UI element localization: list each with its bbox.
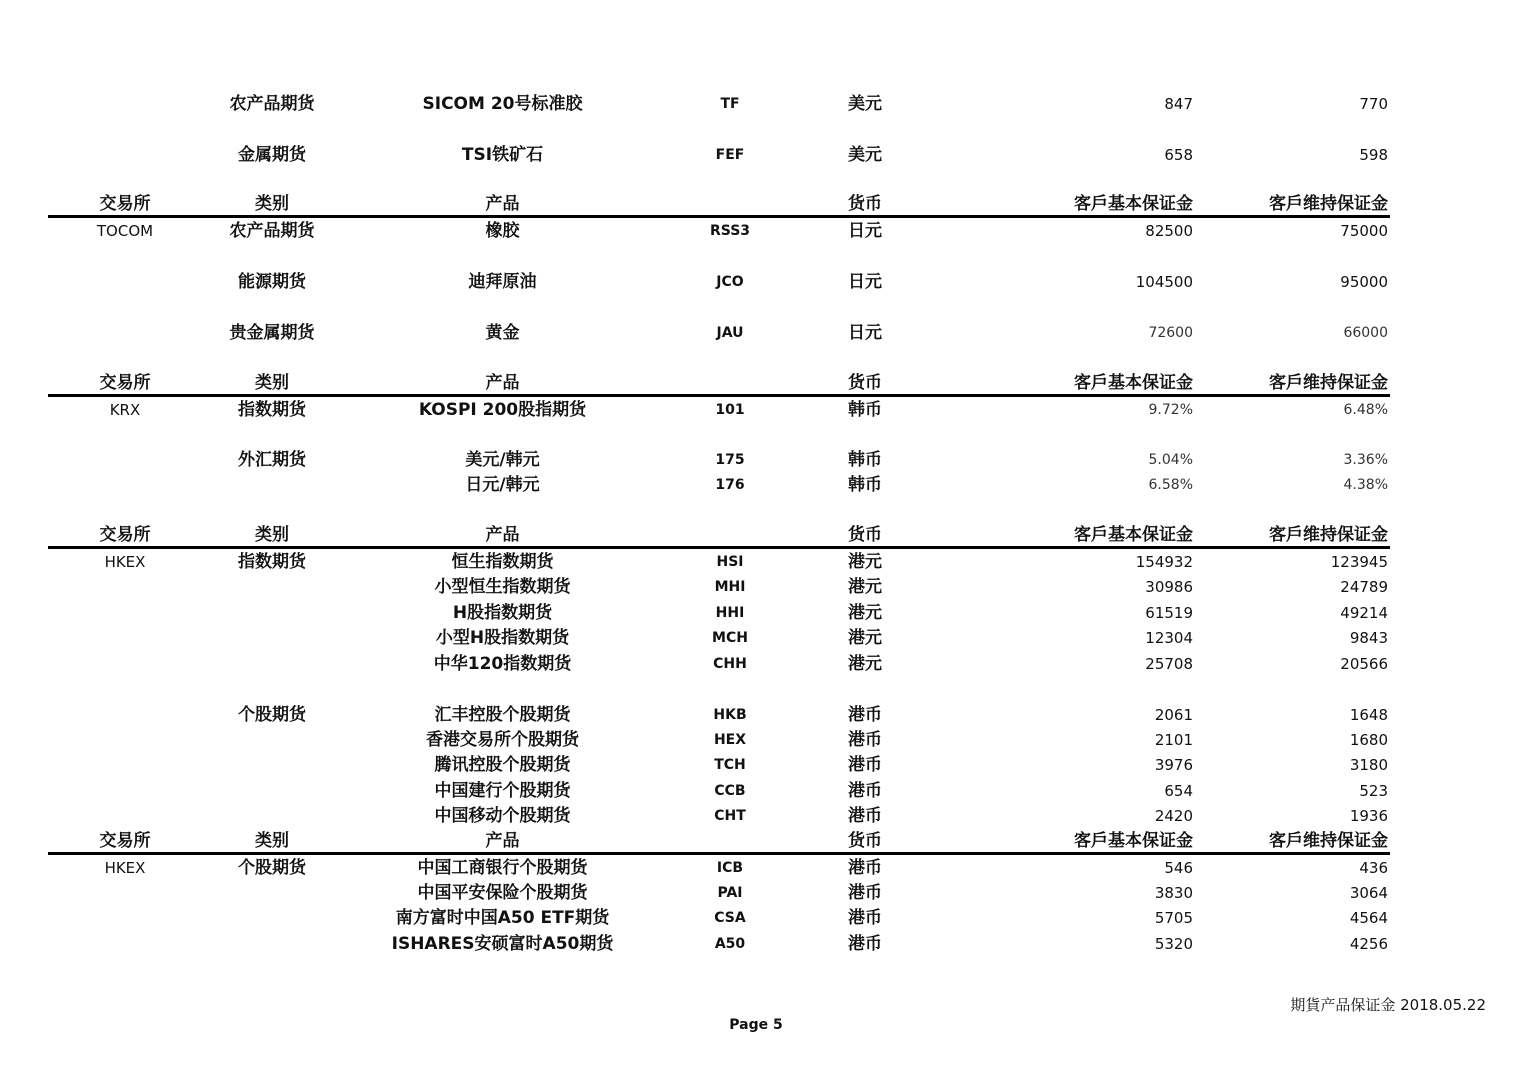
table-row xyxy=(0,219,1526,243)
table-header-row xyxy=(0,523,1526,547)
product-cell: 迪拜原油 xyxy=(468,272,537,292)
currency-cell: 港币 xyxy=(848,730,882,750)
product-cell: SICOM 20号标准胶 xyxy=(422,94,583,114)
product-cell: 腾讯控股个股期货 xyxy=(434,755,571,775)
header-divider-line xyxy=(48,852,1390,855)
basic-margin-cell: 5705 xyxy=(1154,909,1193,927)
header-product-cell: 产品 xyxy=(485,831,520,851)
currency-cell: 港元 xyxy=(848,552,882,572)
basic-margin-cell: 546 xyxy=(1164,859,1193,877)
code-cell: ICB xyxy=(716,860,744,876)
exchange-cell xyxy=(64,448,186,472)
code-cell: JAU xyxy=(716,325,744,341)
basic-margin-cell: 2420 xyxy=(1154,807,1193,825)
currency-cell: 日元 xyxy=(848,323,882,343)
product-cell: 香港交易所个股期货 xyxy=(426,730,579,750)
header-basic-margin-cell: 客戶基本保证金 xyxy=(1074,194,1193,214)
exchange-cell xyxy=(64,652,186,676)
product-cell: 汇丰控股个股期货 xyxy=(434,705,571,725)
header-currency-cell: 货币 xyxy=(848,525,882,545)
maintenance-margin-cell: 4256 xyxy=(1349,935,1388,953)
code-cell: PAI xyxy=(717,885,743,901)
product-cell: 黄金 xyxy=(485,323,520,343)
exchange-cell xyxy=(64,473,186,497)
code-cell: RSS3 xyxy=(709,223,751,239)
currency-cell: 港币 xyxy=(848,755,882,775)
exchange-cell xyxy=(64,601,186,625)
currency-cell: 日元 xyxy=(848,272,882,292)
exchange-cell xyxy=(64,753,186,777)
code-cell: TCH xyxy=(714,757,746,773)
table-row xyxy=(0,550,1526,574)
header-maintenance-margin-cell: 客戶维持保证金 xyxy=(1269,373,1388,393)
basic-margin-cell: 5320 xyxy=(1154,935,1193,953)
header-divider-line xyxy=(48,546,1390,549)
maintenance-margin-cell: 49214 xyxy=(1340,604,1388,622)
table-row xyxy=(0,143,1526,167)
maintenance-margin-cell: 24789 xyxy=(1340,578,1388,596)
code-cell: MCH xyxy=(712,630,748,646)
exchange-cell xyxy=(64,321,186,345)
basic-margin-cell: 25708 xyxy=(1145,655,1193,673)
category-cell: 金属期货 xyxy=(238,145,306,165)
basic-margin-cell: 2061 xyxy=(1154,706,1193,724)
code-cell: 176 xyxy=(715,477,745,493)
exchange-cell xyxy=(64,626,186,650)
code-cell: HHI xyxy=(715,605,745,621)
currency-cell: 港币 xyxy=(848,934,882,954)
table-row xyxy=(0,906,1526,930)
header-product-cell: 产品 xyxy=(485,194,520,214)
category-cell xyxy=(205,473,339,497)
basic-margin-cell: 847 xyxy=(1164,95,1193,113)
product-cell: 美元/韩元 xyxy=(465,450,540,470)
product-cell: 中华120指数期货 xyxy=(433,654,572,674)
code-cell: CHT xyxy=(714,808,746,824)
basic-margin-cell: 658 xyxy=(1164,146,1193,164)
header-currency-cell: 货币 xyxy=(848,194,882,214)
category-cell xyxy=(205,626,339,650)
header-currency-cell: 货币 xyxy=(848,831,882,851)
table-header-row xyxy=(0,192,1526,216)
maintenance-margin-cell: 95000 xyxy=(1340,273,1388,291)
category-cell: 个股期货 xyxy=(238,705,306,725)
basic-margin-cell: 3976 xyxy=(1154,756,1193,774)
product-cell: 中国工商银行个股期货 xyxy=(417,858,588,878)
maintenance-margin-cell: 4.38% xyxy=(1343,477,1388,493)
category-cell xyxy=(205,753,339,777)
basic-margin-cell: 72600 xyxy=(1148,325,1193,341)
exchange-cell xyxy=(64,881,186,905)
basic-margin-cell: 2101 xyxy=(1154,731,1193,749)
header-basic-margin-cell: 客戶基本保证金 xyxy=(1074,831,1193,851)
exchange-cell xyxy=(64,143,186,167)
code-cell: CCB xyxy=(714,783,746,799)
category-cell xyxy=(205,932,339,956)
exchange-cell xyxy=(64,703,186,727)
maintenance-margin-cell: 6.48% xyxy=(1343,402,1388,418)
footer-page-number: Page 5 xyxy=(729,1017,783,1033)
table-row xyxy=(0,448,1526,472)
header-divider-line xyxy=(48,215,1390,218)
basic-margin-cell: 104500 xyxy=(1135,273,1193,291)
header-divider-line xyxy=(48,394,1390,397)
exchange-cell xyxy=(64,932,186,956)
product-cell: KOSPI 200股指期货 xyxy=(418,400,587,420)
header-exchange-cell: 交易所 xyxy=(99,831,151,851)
code-cell: A50 xyxy=(714,936,746,952)
table-header-row xyxy=(0,371,1526,395)
maintenance-margin-cell: 436 xyxy=(1359,859,1388,877)
maintenance-margin-cell: 66000 xyxy=(1343,325,1388,341)
category-cell xyxy=(205,881,339,905)
category-cell xyxy=(205,728,339,752)
category-cell: 农产品期货 xyxy=(229,94,315,114)
exchange-cell xyxy=(64,92,186,116)
table-row xyxy=(0,575,1526,599)
exchange-cell xyxy=(64,779,186,803)
exchange-cell: TOCOM xyxy=(96,222,154,240)
exchange-cell xyxy=(64,804,186,828)
basic-margin-cell: 9.72% xyxy=(1148,402,1193,418)
exchange-cell: KRX xyxy=(109,401,141,419)
header-basic-margin-cell: 客戶基本保证金 xyxy=(1074,525,1193,545)
table-row xyxy=(0,779,1526,803)
code-cell: 175 xyxy=(715,452,745,468)
header-code-cell xyxy=(680,371,780,395)
currency-cell: 美元 xyxy=(848,145,882,165)
table-row xyxy=(0,473,1526,497)
exchange-cell xyxy=(64,575,186,599)
table-row xyxy=(0,270,1526,294)
product-cell: 小型H股指数期货 xyxy=(435,628,570,648)
header-product-cell: 产品 xyxy=(485,525,520,545)
header-category-cell: 类别 xyxy=(255,831,289,851)
header-exchange-cell: 交易所 xyxy=(99,525,151,545)
product-cell: 中国平安保险个股期货 xyxy=(417,883,588,903)
currency-cell: 韩币 xyxy=(848,475,882,495)
currency-cell: 韩币 xyxy=(848,450,882,470)
basic-margin-cell: 3830 xyxy=(1154,884,1193,902)
currency-cell: 港币 xyxy=(848,705,882,725)
maintenance-margin-cell: 1648 xyxy=(1349,706,1388,724)
maintenance-margin-cell: 9843 xyxy=(1349,629,1388,647)
category-cell xyxy=(205,906,339,930)
header-maintenance-margin-cell: 客戶维持保证金 xyxy=(1269,194,1388,214)
header-maintenance-margin-cell: 客戶维持保证金 xyxy=(1269,525,1388,545)
category-cell: 外汇期货 xyxy=(238,450,306,470)
code-cell: CHH xyxy=(713,656,747,672)
header-code-cell xyxy=(680,523,780,547)
header-category-cell: 类别 xyxy=(255,373,289,393)
table-row xyxy=(0,321,1526,345)
category-cell: 指数期货 xyxy=(238,400,306,420)
maintenance-margin-cell: 3.36% xyxy=(1343,452,1388,468)
exchange-cell: HKEX xyxy=(104,553,146,571)
code-cell: TF xyxy=(720,96,740,112)
maintenance-margin-cell: 1680 xyxy=(1349,731,1388,749)
category-cell: 农产品期货 xyxy=(229,221,315,241)
product-cell: 小型恒生指数期货 xyxy=(434,577,571,597)
table-row xyxy=(0,652,1526,676)
exchange-cell: HKEX xyxy=(104,859,146,877)
header-category-cell: 类别 xyxy=(255,525,289,545)
code-cell: HSI xyxy=(716,554,744,570)
exchange-cell xyxy=(64,728,186,752)
currency-cell: 港币 xyxy=(848,908,882,928)
category-cell xyxy=(205,652,339,676)
header-exchange-cell: 交易所 xyxy=(99,373,151,393)
maintenance-margin-cell: 3180 xyxy=(1349,756,1388,774)
code-cell: FEF xyxy=(715,147,745,163)
table-row xyxy=(0,753,1526,777)
product-cell: 日元/韩元 xyxy=(465,475,540,495)
header-currency-cell: 货币 xyxy=(848,373,882,393)
product-cell: 橡胶 xyxy=(485,221,520,241)
code-cell: CSA xyxy=(714,910,746,926)
exchange-cell xyxy=(64,906,186,930)
header-category-cell: 类别 xyxy=(255,194,289,214)
maintenance-margin-cell: 20566 xyxy=(1340,655,1388,673)
code-cell: 101 xyxy=(715,402,745,418)
maintenance-margin-cell: 1936 xyxy=(1349,807,1388,825)
basic-margin-cell: 82500 xyxy=(1145,222,1193,240)
maintenance-margin-cell: 523 xyxy=(1359,782,1388,800)
product-cell: ISHARES安硕富时A50期货 xyxy=(391,934,614,954)
product-cell: TSI铁矿石 xyxy=(461,145,544,165)
currency-cell: 港币 xyxy=(848,781,882,801)
table-row xyxy=(0,601,1526,625)
currency-cell: 港元 xyxy=(848,628,882,648)
basic-margin-cell: 30986 xyxy=(1145,578,1193,596)
maintenance-margin-cell: 598 xyxy=(1359,146,1388,164)
maintenance-margin-cell: 3064 xyxy=(1349,884,1388,902)
category-cell xyxy=(205,575,339,599)
basic-margin-cell: 5.04% xyxy=(1148,452,1193,468)
currency-cell: 港币 xyxy=(848,883,882,903)
currency-cell: 港元 xyxy=(848,654,882,674)
table-row xyxy=(0,398,1526,422)
maintenance-margin-cell: 75000 xyxy=(1340,222,1388,240)
table-row xyxy=(0,932,1526,956)
category-cell: 个股期货 xyxy=(238,858,306,878)
category-cell xyxy=(205,779,339,803)
basic-margin-cell: 154932 xyxy=(1135,553,1193,571)
currency-cell: 韩币 xyxy=(848,400,882,420)
category-cell: 指数期货 xyxy=(238,552,306,572)
currency-cell: 港元 xyxy=(848,603,882,623)
product-cell: 南方富时中国A50 ETF期货 xyxy=(395,908,610,928)
header-code-cell xyxy=(680,192,780,216)
basic-margin-cell: 61519 xyxy=(1145,604,1193,622)
maintenance-margin-cell: 4564 xyxy=(1349,909,1388,927)
header-basic-margin-cell: 客戶基本保证金 xyxy=(1074,373,1193,393)
category-cell: 能源期货 xyxy=(238,272,306,292)
currency-cell: 港币 xyxy=(848,858,882,878)
table-row xyxy=(0,626,1526,650)
code-cell: JCO xyxy=(716,274,744,290)
basic-margin-cell: 654 xyxy=(1164,782,1193,800)
product-cell: H股指数期货 xyxy=(452,603,553,623)
table-row xyxy=(0,703,1526,727)
basic-margin-cell: 12304 xyxy=(1145,629,1193,647)
basic-margin-cell: 6.58% xyxy=(1148,477,1193,493)
currency-cell: 港币 xyxy=(848,806,882,826)
currency-cell: 美元 xyxy=(848,94,882,114)
footer-document-title: 期貨产品保证金 2018.05.22 xyxy=(1290,996,1486,1014)
category-cell: 贵金属期货 xyxy=(229,323,315,343)
table-row xyxy=(0,881,1526,905)
table-row xyxy=(0,804,1526,828)
table-row xyxy=(0,728,1526,752)
exchange-cell xyxy=(64,270,186,294)
maintenance-margin-cell: 770 xyxy=(1359,95,1388,113)
table-row xyxy=(0,92,1526,116)
product-cell: 恒生指数期货 xyxy=(451,552,554,572)
table-header-row xyxy=(0,829,1526,853)
currency-cell: 日元 xyxy=(848,221,882,241)
category-cell xyxy=(205,804,339,828)
header-maintenance-margin-cell: 客戶维持保证金 xyxy=(1269,831,1388,851)
code-cell: HKB xyxy=(713,707,747,723)
product-cell: 中国移动个股期货 xyxy=(434,806,571,826)
maintenance-margin-cell: 123945 xyxy=(1330,553,1388,571)
header-code-cell xyxy=(680,829,780,853)
product-cell: 中国建行个股期货 xyxy=(434,781,571,801)
table-row xyxy=(0,856,1526,880)
header-exchange-cell: 交易所 xyxy=(99,194,151,214)
currency-cell: 港元 xyxy=(848,577,882,597)
code-cell: MHI xyxy=(714,579,746,595)
category-cell xyxy=(205,601,339,625)
header-product-cell: 产品 xyxy=(485,373,520,393)
code-cell: HEX xyxy=(713,732,747,748)
